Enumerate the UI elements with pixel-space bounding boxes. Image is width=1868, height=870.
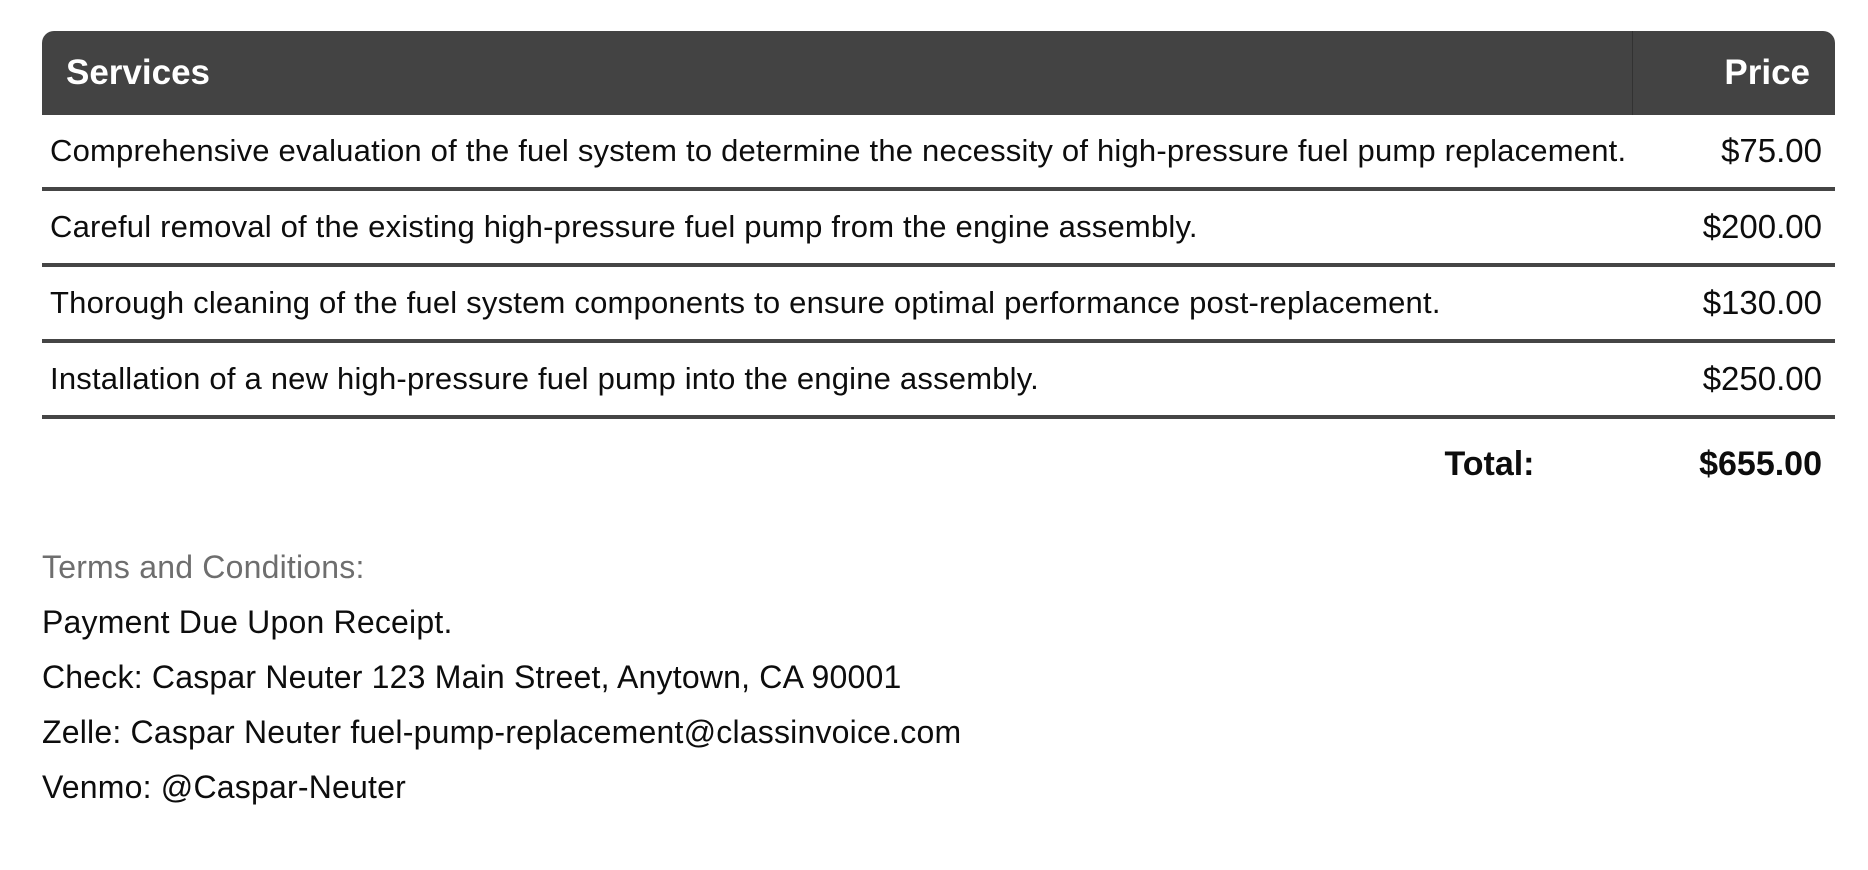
total-label: Total: xyxy=(1444,445,1535,483)
table-row xyxy=(42,115,1835,189)
service-description: Careful removal of the existing high-pressure fuel pump from the engine assembly. xyxy=(42,189,1633,265)
service-description: Installation of a new high-pressure fuel pump into the engine assembly. xyxy=(42,341,1633,417)
terms-line-payment: Payment Due Upon Receipt. xyxy=(42,604,453,640)
terms-line-check: Check: Caspar Neuter 123 Main Street, Anytown, CA 90001 xyxy=(42,659,902,695)
service-price: $75.00 xyxy=(1633,115,1836,189)
table-row xyxy=(42,265,1835,341)
table-header-row xyxy=(42,31,1835,115)
terms-section xyxy=(42,540,1835,815)
services-column-header: Services xyxy=(42,31,1633,115)
service-description: Thorough cleaning of the fuel system components to ensure optimal performance post-replacement. xyxy=(42,265,1633,341)
price-column-header: Price xyxy=(1633,31,1836,115)
table-row xyxy=(42,189,1835,265)
terms-line-zelle: Zelle: Caspar Neuter fuel-pump-replacement@classinvoice.com xyxy=(42,714,962,750)
service-price: $250.00 xyxy=(1633,341,1836,417)
table-row xyxy=(42,341,1835,417)
table-header xyxy=(42,31,1835,115)
service-price: $200.00 xyxy=(1633,189,1836,265)
terms-line-venmo: Venmo: @Caspar-Neuter xyxy=(42,769,406,805)
terms-heading: Terms and Conditions: xyxy=(42,549,365,585)
table-body xyxy=(42,115,1835,490)
services-table xyxy=(42,31,1835,490)
total-value: $655.00 xyxy=(1699,445,1822,483)
total-row xyxy=(42,417,1835,490)
service-price: $130.00 xyxy=(1633,265,1836,341)
service-description: Comprehensive evaluation of the fuel system to determine the necessity of high-pressure fuel pump replacement. xyxy=(42,115,1633,189)
